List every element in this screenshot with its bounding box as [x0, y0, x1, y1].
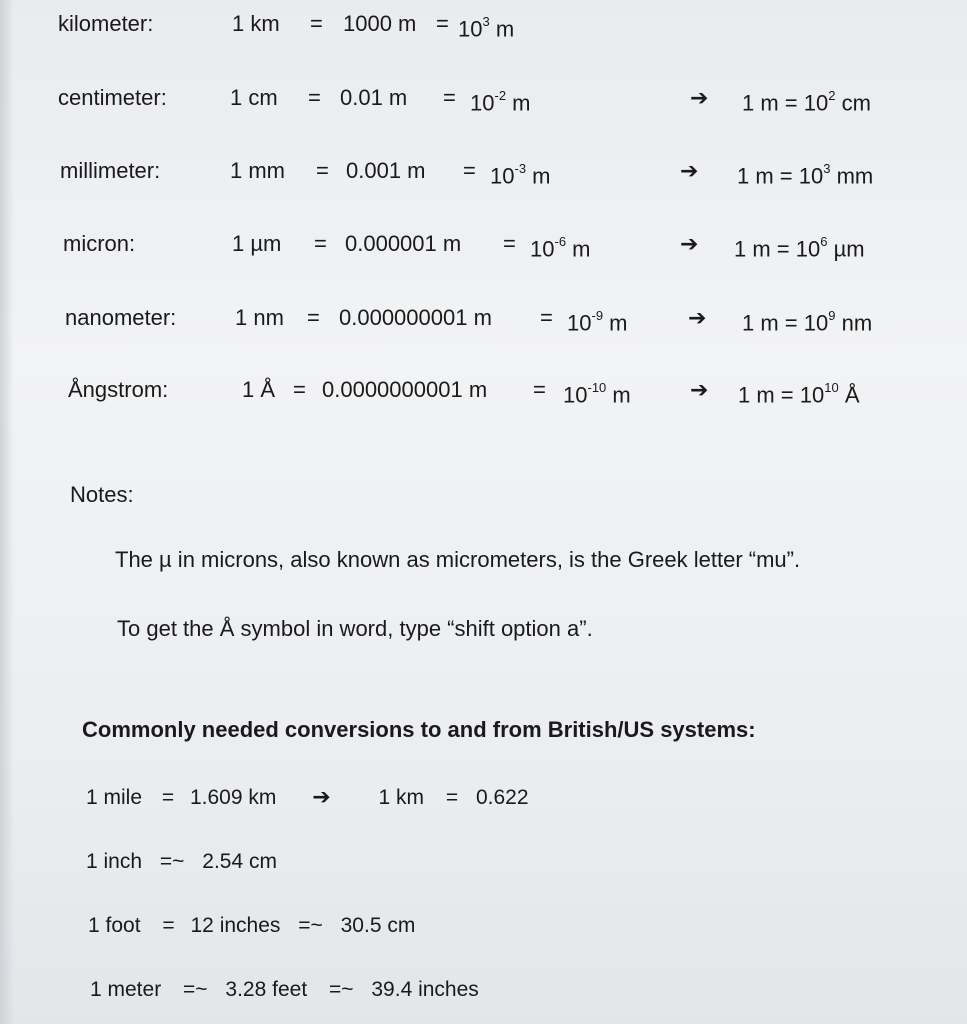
unit-inverse: 1 $m = 10^{10}$ Å: [738, 380, 860, 408]
equals-sign: =: [161, 786, 175, 809]
equals-sign: =: [293, 377, 306, 402]
equals-sign: =: [445, 786, 459, 809]
unit-lhs: 1 km: [232, 11, 280, 36]
unit-decimal: 0.001 m: [346, 158, 426, 183]
unit-row-nanometer: [0, 298, 967, 338]
conv-lhs: 1 inch: [86, 850, 143, 873]
conv-lhs: 1 mile: [86, 786, 143, 809]
conv-lhs: 1 foot: [88, 914, 141, 937]
unit-lhs: 1 mm: [230, 158, 285, 183]
equals-sign: =: [162, 914, 175, 937]
unit-decimal: 0.000001 m: [345, 231, 462, 256]
unit-name: nanometer:: [65, 305, 177, 330]
notes-title: Notes:: [70, 482, 134, 507]
equals-sign: =: [436, 11, 449, 36]
conversion-mile: [86, 779, 529, 816]
unit-inverse: 1 $m = 10^3$ mm: [737, 161, 874, 189]
conversions-heading: Commonly needed conversions to and from British/US systems:: [82, 717, 756, 742]
arrow-right-icon: ➔: [688, 305, 707, 330]
conv-rhs: 2.54 cm: [202, 850, 277, 873]
unit-row-millimeter: [0, 151, 967, 191]
equals-sign: =: [314, 231, 327, 256]
unit-lhs: 1 Å: [242, 377, 276, 402]
unit-name: millimeter:: [60, 158, 161, 183]
unit-name: kilometer:: [58, 11, 154, 36]
conv-rhs: 1.609 km: [189, 786, 277, 809]
conv-rhs: 3.28 feet: [225, 978, 308, 1001]
unit-power: $10^{-10}$ m: [563, 380, 631, 408]
unit-row-kilometer: [0, 4, 967, 44]
conv-rhs: 0.622: [475, 786, 529, 809]
unit-power: $10^{-2}$ m: [470, 88, 531, 116]
arrow-right-icon: ➔: [312, 784, 331, 809]
unit-row-angstrom: [0, 370, 967, 410]
equals-sign: =: [533, 377, 546, 402]
arrow-right-icon: ➔: [690, 85, 709, 110]
conv-rhs: 12 inches: [190, 914, 281, 937]
unit-inverse: 1 $m = 10^2$ cm: [742, 88, 871, 116]
approx-sign: =~: [298, 914, 323, 937]
arrow-right-icon: ➔: [680, 231, 699, 256]
conversion-foot: [88, 908, 415, 944]
note-angstrom: To get the Å symbol in word, type “shift option a”.: [117, 616, 593, 641]
approx-sign: =~: [159, 850, 185, 873]
equals-sign: =: [316, 158, 329, 183]
unit-decimal: 1000 m: [343, 11, 417, 36]
equals-sign: =: [307, 305, 320, 330]
unit-decimal: 0.0000000001 m: [322, 377, 488, 402]
conversion-meter: [90, 972, 479, 1008]
unit-decimal: 0.01 m: [340, 85, 408, 110]
equals-sign: =: [463, 158, 476, 183]
arrow-right-icon: ➔: [680, 158, 699, 183]
conversion-inch: [86, 844, 277, 880]
conv-lhs: 1 km: [378, 786, 425, 809]
equals-sign: =: [310, 11, 323, 36]
conv-rhs: 30.5 cm: [340, 914, 416, 937]
equals-sign: =: [540, 305, 553, 330]
equals-sign: =: [443, 85, 456, 110]
unit-row-centimeter: [0, 78, 967, 118]
equals-sign: =: [308, 85, 321, 110]
approx-sign: =~: [183, 978, 208, 1001]
unit-name: centimeter:: [58, 85, 167, 110]
unit-power: $10^{-6}$ m: [530, 234, 591, 262]
note-mu: The µ in microns, also known as micrometers, is the Greek letter “mu”.: [115, 547, 801, 572]
unit-inverse: 1 $m = 10^9$ nm: [742, 308, 873, 336]
unit-power: $10^{-3}$ m: [490, 161, 551, 189]
unit-lhs: 1 nm: [235, 305, 284, 330]
unit-lhs: 1 µm: [232, 231, 282, 256]
unit-power: $10^3$ m: [458, 14, 515, 42]
unit-lhs: 1 cm: [230, 85, 278, 110]
unit-power: $10^{-9}$ m: [567, 308, 628, 336]
equals-sign: =: [503, 231, 516, 256]
unit-row-micron: [0, 224, 967, 264]
unit-decimal: 0.000000001 m: [339, 305, 492, 330]
unit-inverse: 1 $m = 10^6$ µm: [734, 234, 865, 262]
arrow-right-icon: ➔: [690, 377, 709, 402]
approx-sign: =~: [329, 978, 354, 1001]
unit-name: micron:: [63, 231, 136, 256]
conv-lhs: 1 meter: [90, 978, 162, 1001]
unit-name: Ångstrom:: [68, 377, 169, 402]
conv-rhs: 39.4 inches: [371, 978, 479, 1001]
